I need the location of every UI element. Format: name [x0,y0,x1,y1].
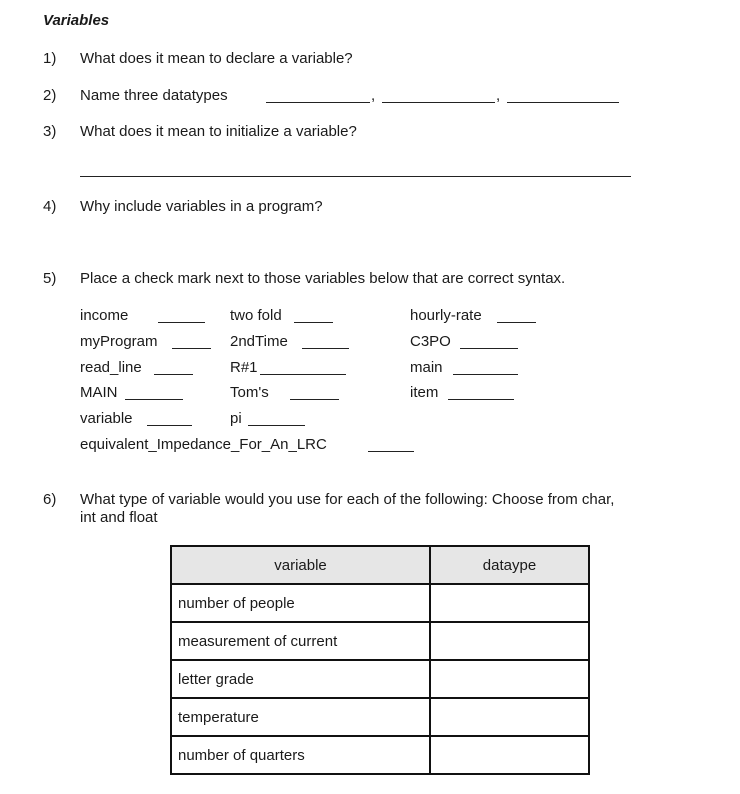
check-blank[interactable] [248,425,305,426]
question-6-number: 6) [43,491,57,508]
syntax-item: income [80,307,129,324]
syntax-item: two fold [230,307,282,324]
check-blank[interactable] [460,348,518,349]
datatype-answer-cell[interactable] [430,660,589,698]
datatype-answer-cell[interactable] [430,736,589,774]
syntax-item: 2ndTime [230,333,288,350]
variable-cell: temperature [171,698,430,736]
datatype-answer-blank-1[interactable] [266,102,370,103]
check-blank[interactable] [158,322,205,323]
check-blank[interactable] [290,399,339,400]
datatype-answer-blank-3[interactable] [507,102,619,103]
datatype-answer-cell[interactable] [430,622,589,660]
check-blank[interactable] [125,399,183,400]
question-3-number: 3) [43,123,57,140]
check-blank[interactable] [497,322,536,323]
table-row [171,660,589,698]
table-row [171,736,589,774]
table-header-row [171,546,589,584]
check-blank[interactable] [453,374,518,375]
question-4-text: Why include variables in a program? [80,198,323,215]
syntax-item: MAIN [80,384,118,401]
check-blank[interactable] [154,374,193,375]
syntax-item: read_line [80,359,142,376]
syntax-item: pi [230,410,242,427]
syntax-item: variable [80,410,133,427]
initialize-answer-line[interactable] [80,176,631,177]
table-row [171,698,589,736]
check-blank[interactable] [147,425,192,426]
question-5-number: 5) [43,270,57,287]
check-blank[interactable] [448,399,514,400]
datatype-answer-cell[interactable] [430,698,589,736]
syntax-item: R#1 [230,359,258,376]
question-6-text-line2: int and float [80,509,158,526]
syntax-item: myProgram [80,333,158,350]
question-4-number: 4) [43,198,57,215]
check-blank[interactable] [302,348,349,349]
syntax-item: item [410,384,439,401]
check-blank[interactable] [260,374,346,375]
variable-cell: letter grade [171,660,430,698]
syntax-item: equivalent_Impedance_For_An_LRC [80,436,327,453]
question-1-text: What does it mean to declare a variable? [80,50,353,67]
header-variable: variable [171,546,430,584]
table-row [171,622,589,660]
question-6-text: What type of variable would you use for each of the following: Choose from char, [80,491,615,508]
table-row [171,584,589,622]
question-1-number: 1) [43,50,57,67]
check-blank[interactable] [368,451,414,452]
syntax-item: main [410,359,443,376]
datatype-table [170,545,590,775]
variable-cell: measurement of current [171,622,430,660]
datatype-comma-1: , [371,87,376,104]
syntax-item: Tom's [230,384,269,401]
check-blank[interactable] [172,348,211,349]
variable-cell: number of people [171,584,430,622]
datatype-answer-blank-2[interactable] [382,102,495,103]
variable-cell: number of quarters [171,736,430,774]
header-datatype: dataype [430,546,589,584]
datatype-comma-2: , [496,87,501,104]
question-5-text: Place a check mark next to those variables below that are correct syntax. [80,270,566,287]
datatype-answer-cell[interactable] [430,584,589,622]
question-3-text: What does it mean to initialize a variable? [80,123,357,140]
worksheet-title: Variables [43,12,110,29]
question-2-number: 2) [43,87,57,104]
syntax-item: C3PO [410,333,451,350]
check-blank[interactable] [294,322,333,323]
question-2-text: Name three datatypes [80,87,228,104]
syntax-item: hourly-rate [410,307,482,324]
